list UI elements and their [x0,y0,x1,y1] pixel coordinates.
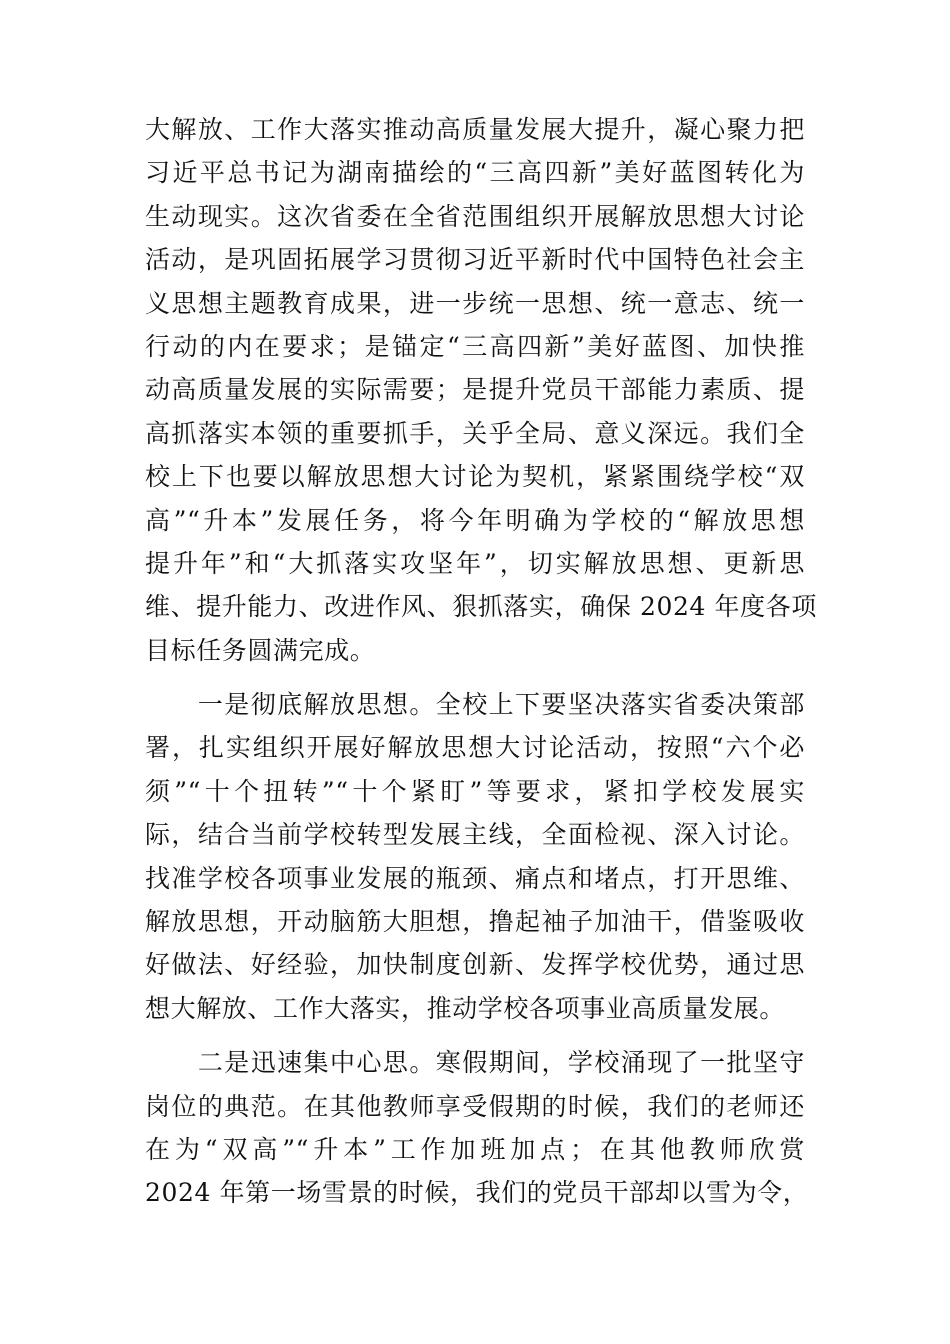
text-line: 岗位的典范。在其他教师享受假期的时候，我们的老师还 [145,1091,805,1121]
paragraph-spacer [145,1030,805,1041]
text-line: 目标任务圆满完成。 [145,635,376,665]
text-line: 找准学校各项事业发展的瓶颈、痛点和堵点，打开思维、 [145,863,805,893]
text-line: 在为“双高”“升本”工作加班加点；在其他教师欣赏 [145,1134,805,1164]
text-line: 须”“十个扭转”“十个紧盯”等要求，紧扣学校发展实 [145,776,805,806]
text-line: 动高质量发展的实际需要；是提升党员干部能力素质、提 [145,375,805,405]
text-line: 高抓落实本领的重要抓手，关乎全局、意义深远。我们全 [145,418,805,448]
text-line: 提升年”和“大抓落实攻坚年”，切实解放思想、更新思 [145,548,805,578]
text-line: 行动的内在要求；是锚定“三高四新”美好蓝图、加快推 [145,331,805,361]
text-line: 生动现实。这次省委在全省范围组织开展解放思想大讨论 [145,201,805,231]
text-line: 署，扎实组织开展好解放思想大讨论活动，按照“六个必 [145,733,805,763]
text-line: 义思想主题教育成果，进一步统一思想、统一意志、统一 [145,288,805,318]
text-line: 二是迅速集中心思。寒假期间，学校涌现了一批坚守 [145,1048,805,1078]
text-line: 高”“升本”发展任务，将今年明确为学校的“解放思想 [145,505,805,535]
paragraph-2 [145,683,805,1030]
paragraph-3 [145,1041,809,1215]
text-line: 2024 年第一场雪景的时候，我们的党员干部却以雪为令， [145,1178,809,1208]
text-line: 一是彻底解放思想。全校上下要坚决落实省委决策部 [145,690,805,720]
text-line: 解放思想，开动脑筋大胆想，撸起袖子加油干，借鉴吸收 [145,907,805,937]
text-line: 大解放、工作大落实推动高质量发展大提升，凝心聚力把 [145,115,805,144]
document-body [145,108,817,1215]
paragraph-spacer [145,672,805,683]
text-line: 活动，是巩固拓展学习贯彻习近平新时代中国特色社会主 [145,245,805,275]
text-line: 际，结合当前学校转型发展主线，全面检视、深入讨论。 [145,820,805,850]
text-line: 好做法、好经验，加快制度创新、发挥学校优势，通过思 [145,950,805,980]
text-line: 想大解放、工作大落实，推动学校各项事业高质量发展。 [145,993,786,1023]
text-line: 习近平总书记为湖南描绘的“三高四新”美好蓝图转化为 [145,158,805,188]
text-line: 维、提升能力、改进作风、狠抓落实，确保 2024 年度各项 [145,592,817,622]
text-line: 校上下也要以解放思想大讨论为契机，紧紧围绕学校“双 [145,462,805,492]
paragraph-1 [145,108,817,672]
